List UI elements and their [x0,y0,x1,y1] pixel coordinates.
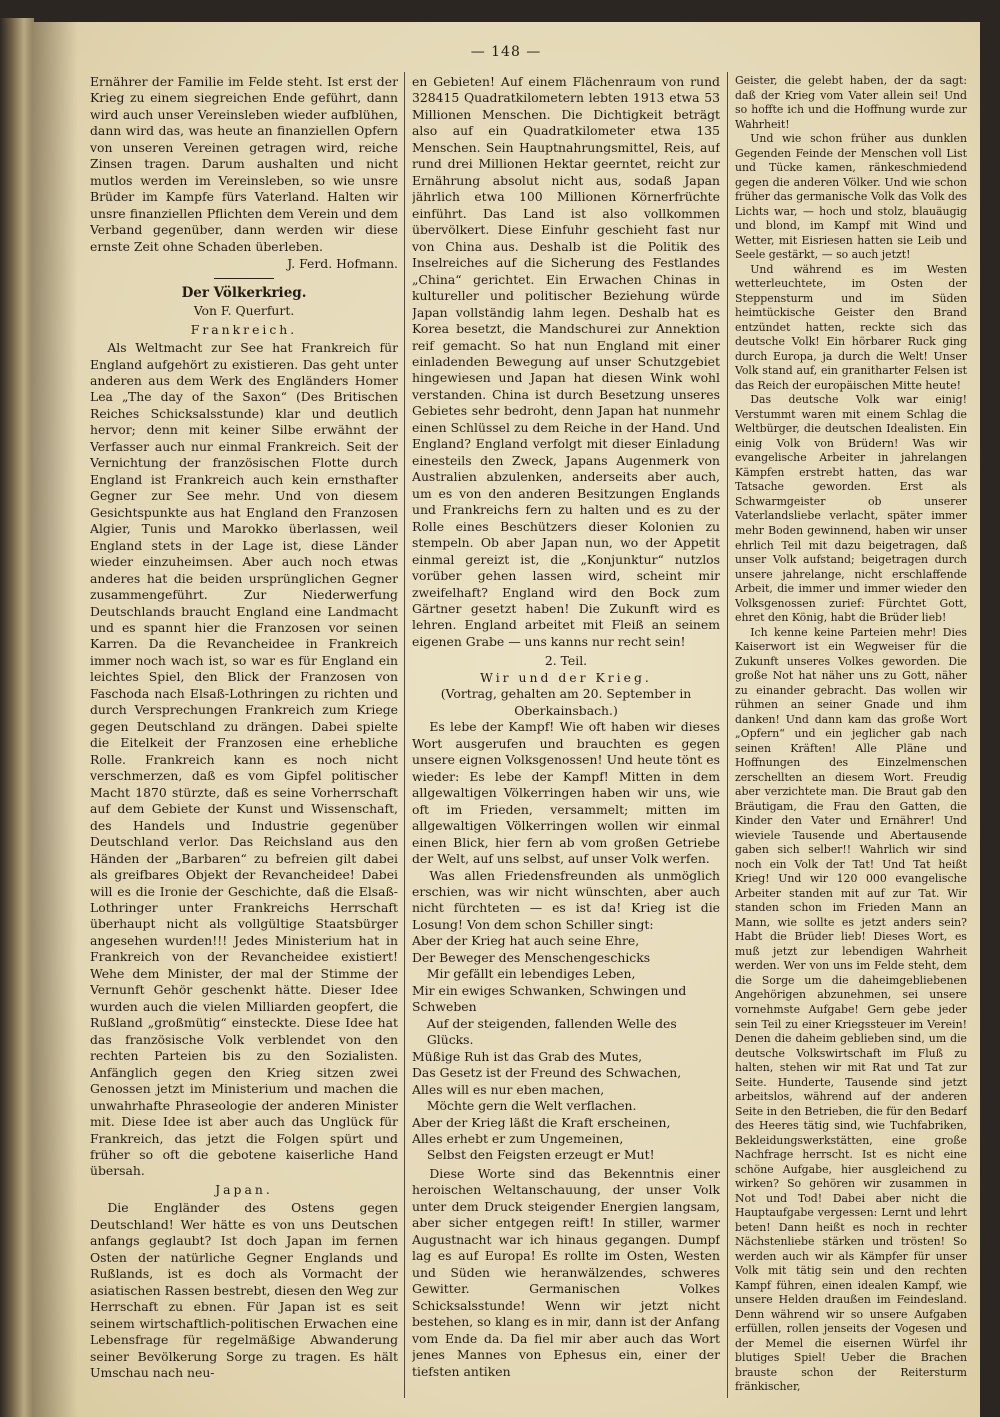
poem-line: Mir ein ewiges Schwanken, Schwingen und Schweben [412,982,687,1015]
paragraph: Und wie schon früher aus dunklen Gegenden Feinde der Menschen voll List und Tücke kamen, ränkeschmiedend gegen die anderen Völker. Und wie schon früher das germanische Volk das Volk des Lichts war, — hoch und stolz, blauäugig und blond, im Kampf mit Wind und Wetter, mit Eisriesen hatten sie Leib und Seele gestärkt, — so auch jetzt! [735,132,967,262]
column-3 [735,74,967,1399]
paragraph: Die Engländer des Ostens gegen Deutschland! Wer hätte es von uns Deutschen anfangs geglaubt? Ist doch Japan im fernen Osten der natürliche Gegner Englands und Rußlands, ist es doch als Vormacht der asiatischen Rassen bestrebt, diesen den Weg zur Herrschaft zu ebnen. Für Japan ist es seit seinem wirtschaftlich-politischen Erwachen eine Lebensfrage für regelmäßige Abwanderung seiner Bevölkerung Sorge zu tragen. Es hält Umschau nach neu- [90,1200,398,1381]
column-rule [404,72,405,1398]
poem-line: Auf der steigenden, fallenden Welle des Glücks. [426,1015,677,1048]
poem-line: Der Beweger des Menschengeschicks [412,949,651,965]
paragraph: Geister, die gelebt haben, der da sagt: daß der Krieg vom Vater allein sei! Und so hoffte ich und die Hoffnung wurde zur Wahrheit! [735,74,967,131]
poem-line: Mir gefällt ein lebendiges Leben, [426,966,636,982]
article-title: Der Völkerkrieg. [181,284,307,301]
poem-line: Das Gesetz ist der Freund des Schwachen, [412,1065,682,1081]
paragraph: Als Weltmacht zur See hat Frankreich für England aufgehört zu existieren. Das geht unter anderen aus dem Werk des Engländers Homer Lea „The day of the Saxon“ (Des Britischen Reiches Schicksalsstunde) klar und deutlich hervor; denn mit keiner Silbe erwähnt der Verfasser auch nur einmal Frankreich. Seit der Vernichtung der französischen Flotte durch England ist Frankreich auch kein ernsthafter Gegner zur See mehr. Und von diesem Gesichtspunkte aus hat England den Franzosen Algier, Tunis und Marokko überlassen, weil England stets in der Lage ist, diese Länder wieder einzuheimsen. Aber auch noch etwas anderes hat die beiden ursprünglichen Gegner zusammengeführt. Zur Niederwerfung Deutschlands braucht England eine Landmacht und es spannt hier die Franzosen vor seinen Karren. Da die Revancheidee in Frankreich immer noch wach ist, so war es für England ein leichtes Spiel, den Blick der Franzosen von Faschoda nach Elsaß-Lothringen zu richten und durch Versprechungen Frankreich zum Kriege gegen Deutschland zu drängen. Dabei spielte die Eitelkeit der Franzosen eine erhebliche Rolle. Frankreich kann es noch nicht verschmerzen, daß es vom Gipfel politischer Macht 1870 stürzte, daß es seine Vorherrschaft auf dem Gebiete der Kunst und Wissenschaft, des Handels und Industrie gegenüber Deutschland verlor. Das Reichsland aus den Händen der „Barbaren“ zu befreien gilt dabei als greifbares Objekt der Revancheidee! Dabei will es die Ironie der Geschichte, daß die Elsaß-Lothringer unter Frankreichs Herrschaft überhaupt nicht als vollgültige Staatsbürger angesehen wurden!!! Jedes Ministerium hat in Frankreich von der Revancheidee existiert! Wehe dem Minister, der mal der Stimme der Vernunft Gehör geschenkt hätte. Dieser Idee wurden auch die vielen Milliarden geopfert, die Rußland „großmütig“ einsteckte. Diese Idee hat das französische Volk verblendet von den rechten Parteien bis zu den Sozialisten. Anfänglich gegen den Krieg sitzen zwei Genossen jetzt im Ministerium und machen die unwahrhafte Phraseologie der anderen Minister mit. Diese Idee ist aber auch das Unglück für Frankreich, das jetzt die Folgen spürt und früher so oft die gebotene kaiserliche Hand übersah. [90,340,398,1179]
part-number: 2. Teil. [544,653,588,669]
poem-line: Aber der Krieg läßt die Kraft erscheinen, [412,1114,671,1130]
paragraph: en Gebieten! Auf einem Flächenraum von rund 328415 Quadratkilometern lebten 1913 etwa 53 Millionen Menschen. Die Dichtigkeit beträgt also auf ein Quadratkilometer etwa 135 Menschen. Sein Hauptnahrungsmittel, Reis, auf rund drei Millionen Hektar geerntet, reicht zur Ernährung absolut nicht aus, sodaß Japan jährlich etwa 100 Millionen Körnerfrüchte einführt. Das Land ist also vollkommen übervölkert. Diese Einfuhr geschieht fast nur von China aus. Deshalb ist die Politik des Inselreiches auf die Sicherung des Festlandes „China“ gerichtet. Ein Erwachen Chinas in kultureller und politischer Beziehung würde Japan vollständig lahm legen. Deshalb hat es Korea besetzt, die Mandschurei zur Annektion reif gemacht. So hat nun England mit einer einladenden Bewegung auf unser Schutzgebiet hingewiesen und Japan hat diesen Wink wohl verstanden. China ist durch Besetzung unseres Gebietes sehr bedroht, denn Japan hat nunmehr einen Schlüssel zu dem Reiche in der Hand. Und England? England verfolgt mit dieser Einladung einesteils den Zweck, Japans Augenmerk von Australien abzulenken, anderseits aber auch, um es von den anderen Besitzungen Englands und Frankreichs fern zu halten und es zu der Rolle eines Beschützers dieser Kolonien zu stempeln. Ob aber Japan nun, wo der Appetit einmal gereizt ist, die „Konjunktur“ nutzlos vorüber gehen lassen wird, scheint mir zweifelhaft? England wird den Bock zum Gärtner gesetzt haben! Die Zukunft wird es lehren. England arbeitet mit Fleiß an seinem eigenen Grabe — uns kanns nur recht sein! [412,74,720,649]
paragraph: Ernährer der Familie im Felde steht. Ist erst der Krieg zu einem siegreichen Ende geführt, dann wird auch unser Vereinsleben wieder aufblühen, dann wird das, was heute an finanziellen Opfern von unseren Vereinen getragen wird, reiche Zinsen tragen. Darum aushalten und nicht mutlos werden im Vereinsleben, so wie unsre Brüder im Kampfe fürs Vaterland. Halten wir unsre finanziellen Pflichten dem Verein und dem Verband gegenüber, dann werden wir diese ernste Zeit ohne Schaden überleben. [90,74,398,254]
paragraph: Was allen Friedensfreunden als unmöglich erschien, was wir nicht wünschten, aber auch nicht fürchteten — es ist da! Krieg ist die Losung! Von dem schon Schiller singt: [412,867,720,932]
column-2 [412,74,720,1399]
column-1 [90,74,398,1399]
binding-shadow [32,22,78,1417]
article-author: Von F. Querfurt. [193,303,295,319]
newspaper-page [32,22,980,1417]
page-number: — 148 — [470,44,542,60]
section-heading-japan: Japan. [215,1181,273,1197]
part-title: Wir und der Krieg. [480,669,652,685]
poem-line: Alles will es nur eben machen, [412,1081,605,1097]
part-note: (Vortrag, gehalten am 20. September in Oberkainsbach.) [440,686,692,718]
section-heading-france: Frankreich. [190,321,298,337]
poem-line: Selbst den Feigsten erzeugt er Mut! [426,1147,655,1163]
signature: J. Ferd. Hofmann. [287,256,398,272]
poem-line: Müßige Ruh ist das Grab des Mutes, [412,1048,643,1064]
paragraph: Es lebe der Kampf! Wie oft haben wir dieses Wort ausgerufen und brauchten es gegen unsere eignen Volksgenossen! Und heute tönt es wieder: Es lebe der Kampf! Mitten in dem allgewaltigen Völkerringen haben wir uns, wie oft im Frieden, versammelt; mitten im allgewaltigen Völkerringen wollen wir einmal einen Blick, hier fern ab vom großen Getriebe der Welt, auf uns selbst, auf unser Volk werfen. [412,719,720,867]
poem-line: Möchte gern die Welt verflachen. [426,1098,637,1114]
paragraph: Ich kenne keine Parteien mehr! Dies Kaiserwort ist ein Wegweiser für die Zukunft unseres Volkes geworden. Die große Not hat näher uns zu Gott, näher zu einander gebracht. Das wollen wir rühmen an seiner Gnade und ihm danken! Und dann kam das große Wort „Opfern“ und ein jeglicher gab nach seinen Kräften! Alle Pläne und Hoffnungen des Einzelmenschen zerschellten an diesem Wort. Freudig aber verzichtete man. Die Braut gab den Bräutigam, die Frau den Gatten, die Kinder den Vater und Ernährer! Und wieviele Tausende und Abertausende gaben sich selber!! Wahrlich wir sind noch ein Volk der Tat! Und Tat heißt Krieg! Und wir 120 000 evangelische Arbeiter standen mit auf zur Tat. Wir standen schon im Frieden Mann an Mann, wie sollte es jetzt anders sein? Habt die Brüder lieb! Dieses Wort, es muß jetzt zur lebendigen Wahrheit werden. Wer von uns im Felde steht, dem die Sorge um die daheimgebliebenen Angehörigen abzunehmen, sei unsere vornehmste Aufgabe! Gern gebe jeder sein Teil zu einer Kriegssteuer im Verein! Denen die daheim geblieben sind, um die deutsche Volkswirtschaft im Fluß zu halten, stehen wir mit Rat und Tat zur Seite. Hunderte, Tausende sind jetzt arbeitslos, während auf der anderen Seite in den Betrieben, die für den Bedarf des Heeres tätig sind, wie Tuchfabriken, Bekleidungswerkstätten, eine große Nachfrage herrscht. Ist es nicht eine schöne Aufgabe, hier ausgleichend zu wirken? So gehören wir zusammen in Not und Tod! Dabei aber nicht die Hauptaufgabe vergessen: Lernt und lehrt beten! Dann heißt es noch in rechter Nächstenliebe stärken und trösten! So werden auch wir als Kämpfer für unser Volk mit tätig sein und den rechten Kampf führen, einen idealen Kampf, wie unsere Helden draußen im Feindesland. Denn während wir so unsere Aufgaben erfüllen, rollen jenseits der Vogesen und der Memel die eisernen Würfel ihr blutiges Spiel! Ueber die Brachen brauste schon der Reitersturm fränkischer, [735,625,967,1394]
poem-line: Alles erhebt er zum Ungemeinen, [412,1131,624,1146]
poem [412,933,720,1164]
separator [214,278,274,279]
paragraph: Diese Worte sind das Bekenntnis einer heroischen Weltanschauung, der unser Volk unter dem Druck steigender Energien langsam, aber sicher entgegen reift! In stiller, warmer Augustnacht war ich hinaus gegangen. Dumpf lag es auf Europa! Es rollte im Osten, Westen und Süden wie heranwälzendes, schweres Gewitter. Germanischen Volkes Schicksalsstunde! Wenn wir jetzt nicht bestehen, so klang es in mir, dann ist der Anfang vom Ende da. Da fiel mir aber auch das Wort jenes Mannes von Ephesus ein, einer der tiefsten antiken [412,1165,720,1379]
book-page-stack [0,18,34,1417]
column-rule [727,72,728,1398]
paragraph: Das deutsche Volk war einig! Verstummt waren mit einem Schlag die Weltbürger, die deutschen Idealisten. Ein einig Volk von Brüdern! Was wir evangelische Arbeiter in jahrelangen Kämpfen erstrebt hatten, das war Tatsache geworden. Erst als Schwarmgeister ob unserer Vaterlandsliebe verlacht, später immer mehr Boden gewinnend, haben wir unser ehrlich Teil mit dazu beigetragen, daß unser Volk aufstand; beigetragen durch unsere jahrelange, nicht erschlaffende Arbeit, die immer und immer wieder den Volksgenossen zurief: Fürchtet Gott, ehret den König, habt die Brüder lieb! [735,393,967,625]
poem-line: Aber der Krieg hat auch seine Ehre, [412,933,640,949]
paragraph: Und während es im Westen wetterleuchtete, im Osten der Steppensturm und im Süden heimtückische Geister den Brand entzündet hatten, reckte sich das deutsche Volk! Ein hörbarer Ruck ging durch Europa, ja durch die Welt! Unser Volk stand auf, ein granitharter Felsen ist das Reich der europäischen Mitte heute! [735,262,967,392]
